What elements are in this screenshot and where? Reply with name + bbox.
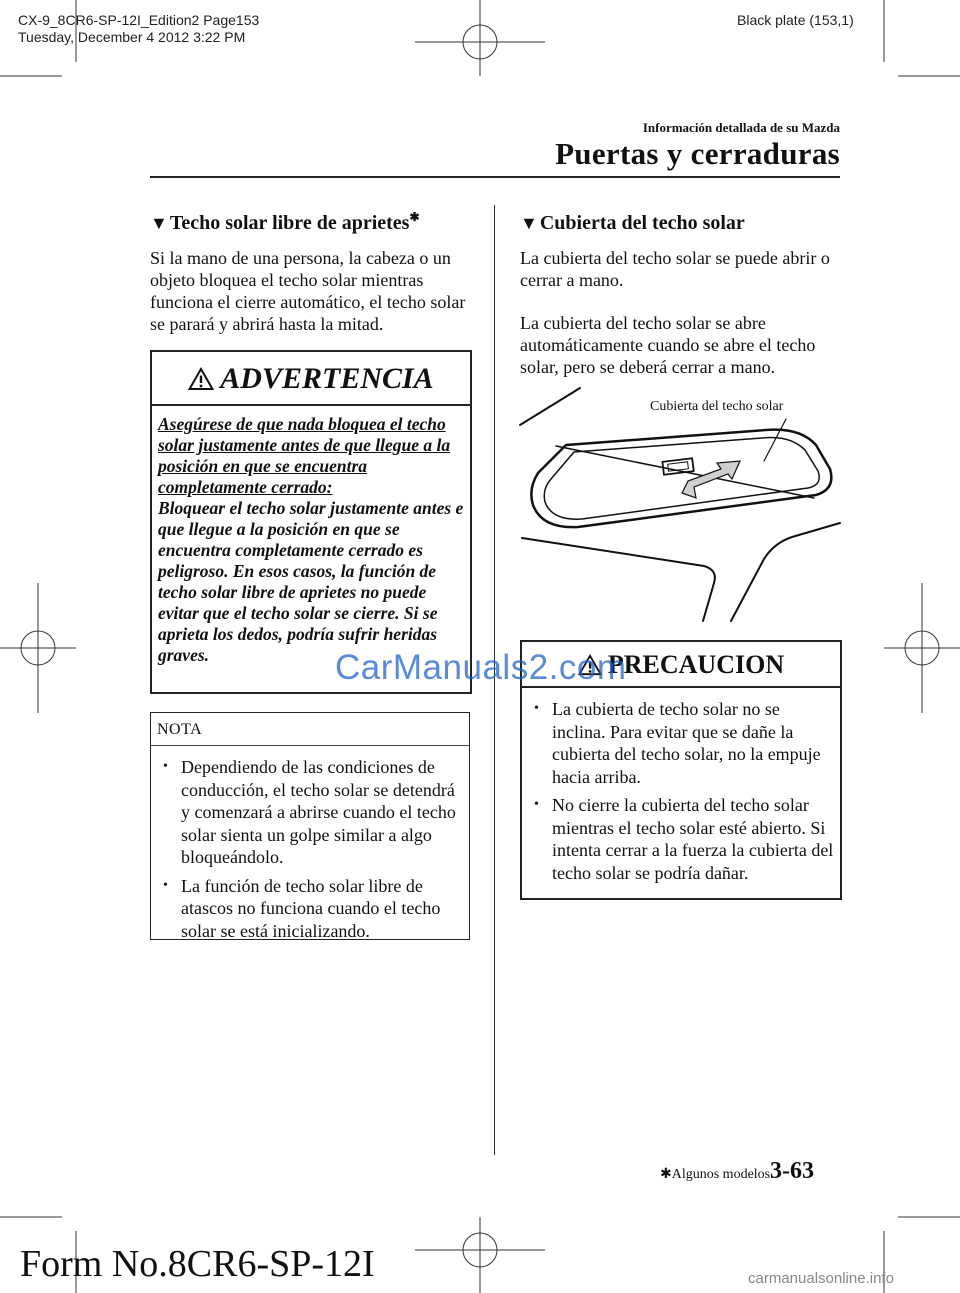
footnote-text: Algunos modelos. xyxy=(671,1167,774,1182)
right-section-heading xyxy=(520,212,745,235)
caution-item: • No cierre la cubierta del techo solar mientras el techo solar esté abierto. Si intenta cerrar a la fuerza la cubierta del techo solar se podría dañar. xyxy=(528,794,834,884)
note-item: • La función de techo solar libre de atascos no funciona cuando el techo solar se está inicializando. xyxy=(157,875,463,943)
form-number: Form No.8CR6-SP-12I xyxy=(20,1243,375,1285)
footnote xyxy=(660,1166,774,1183)
warning-text: Bloquear el techo solar justamente antes e que llegue a la posición en que se encuentra completamente cerrado es peligroso. En esos casos, la función de techo solar libre de aprietes no puede evitar que el techo solar se cierre. Si se aprieta los dedos, podría sufrir heridas graves. xyxy=(158,498,464,665)
triangle-marker-icon: ▼ xyxy=(520,213,538,233)
print-job-info xyxy=(18,12,259,46)
plate-label: Black plate (153,1) xyxy=(737,12,854,28)
section-title: Puertas y cerraduras xyxy=(555,136,840,171)
triangle-marker-icon: ▼ xyxy=(150,213,168,233)
asterisk-icon: ✱ xyxy=(660,1167,672,1182)
note-list xyxy=(151,746,469,958)
right-paragraph-2: La cubierta del techo solar se abre automáticamente cuando se abre el techo solar, pero se deberá cerrar a mano. xyxy=(520,313,816,377)
sunshade-illustration xyxy=(518,385,842,625)
watermark-logo: CarManuals2.com xyxy=(335,648,627,687)
page-number: 3-63 xyxy=(770,1158,814,1184)
warning-box xyxy=(150,350,472,694)
caution-list xyxy=(522,688,840,900)
caution-title: PRECAUCION xyxy=(607,650,785,679)
warning-underlined-text: Asegúrese de que nada bloquea el techo solar justamente antes de que llegue a la posición en que se encuentra completamente cerrado: xyxy=(158,414,451,497)
note-item: • Dependiendo de las condiciones de conducción, el techo solar se detendrá y comenzará a abrirse cuando el techo solar sienta un golpe similar a algo bloqueándolo. xyxy=(157,756,463,869)
warning-header xyxy=(152,352,470,406)
right-paragraph-1: La cubierta del techo solar se puede abrir o cerrar a mano. xyxy=(520,248,830,290)
header-rule xyxy=(150,176,840,178)
left-intro-paragraph: Si la mano de una persona, la cabeza o un objeto bloquea el techo solar mientras funciona el cierre automático, el techo solar se parará y abrirá hasta la mitad. xyxy=(150,248,466,334)
print-job-line1: CX-9_8CR6-SP-12I_Edition2 Page153 xyxy=(18,12,260,28)
asterisk-icon: ✱ xyxy=(409,210,420,224)
warning-body xyxy=(152,406,470,674)
chapter-title: Información detallada de su Mazda xyxy=(642,120,840,135)
note-title: NOTA xyxy=(151,713,469,746)
right-section-heading-text: Cubierta del techo solar xyxy=(539,212,745,234)
warning-triangle-icon xyxy=(188,367,214,391)
figure-callout-label: Cubierta del techo solar xyxy=(650,399,784,414)
note-box xyxy=(150,712,470,940)
left-section-heading-text: Techo solar libre de aprietes xyxy=(169,212,410,234)
warning-title: ADVERTENCIA xyxy=(220,362,434,395)
left-section-heading xyxy=(150,212,420,235)
site-watermark: carmanualsonline.info xyxy=(748,1270,894,1287)
caution-item: • La cubierta de techo solar no se inclina. Para evitar que se dañe la cubierta del techo solar, no la empuje hacia arriba. xyxy=(528,698,834,788)
print-job-line2: Tuesday, December 4 2012 3:22 PM xyxy=(18,29,246,45)
